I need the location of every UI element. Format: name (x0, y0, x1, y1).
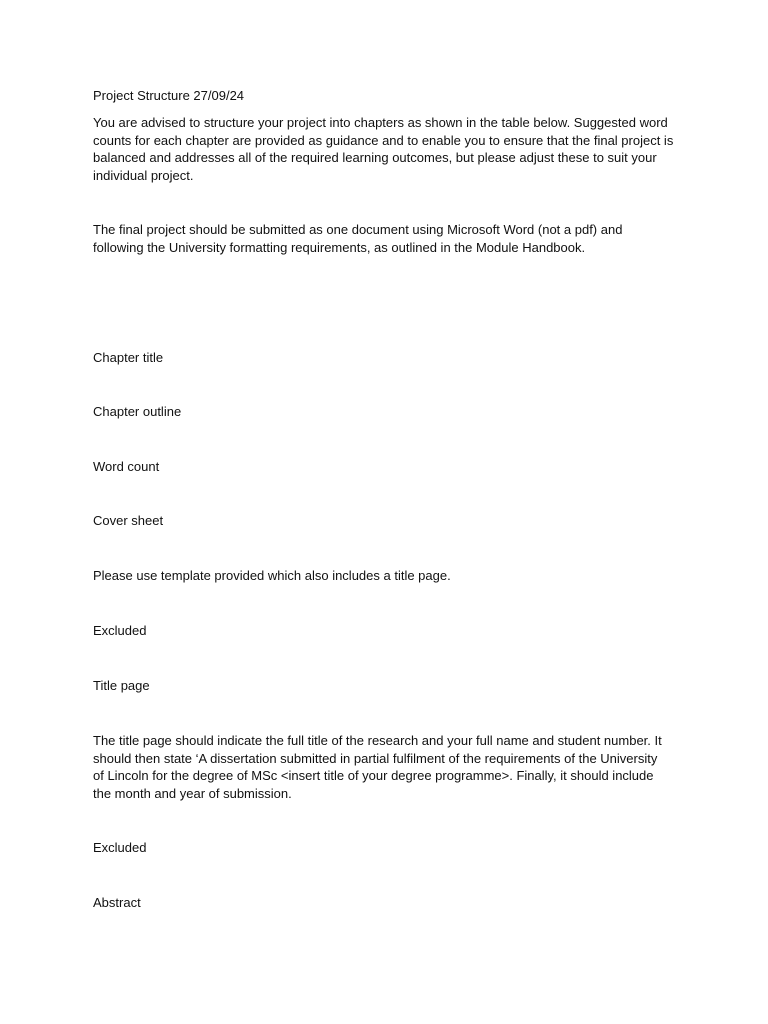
intro-paragraph (93, 114, 683, 185)
row-cover-sheet-word-count (93, 622, 683, 640)
submission-line: following the University formatting requirements, as outlined in the Module Handbook. (93, 239, 586, 255)
row-title-text: Abstract (93, 895, 141, 910)
heading-text: Project Structure 27/09/24 (93, 88, 245, 103)
row-outline-line: The title page should indicate the full title of the research and your full name and student number. It (93, 733, 662, 748)
document-heading (93, 87, 683, 105)
row-word-count-text: Excluded (93, 623, 147, 638)
submission-paragraph (93, 221, 683, 256)
row-title-text: Cover sheet (93, 513, 164, 528)
row-word-count-text: Excluded (93, 840, 147, 855)
table-header-word-count (93, 458, 683, 476)
row-abstract-title (93, 894, 683, 912)
header-text: Chapter outline (93, 404, 182, 419)
intro-line: balanced and addresses all of the required learning outcomes, but please adjust these to suit your (93, 150, 657, 166)
row-title-text: Title page (93, 678, 150, 693)
table-header-chapter-title (93, 349, 683, 367)
row-outline-line: Please use template provided which also includes a title page. (93, 568, 451, 583)
submission-line: The final project should be submitted as one document using Microsoft Word (not a pdf) and (93, 222, 623, 237)
row-title-page-title (93, 677, 683, 695)
intro-line: counts for each chapter are provided as guidance and to enable you to ensure that the final project is (93, 132, 674, 148)
row-title-page-word-count (93, 839, 683, 857)
intro-line: You are advised to structure your project into chapters as shown in the table below. Suggested word (93, 115, 668, 130)
row-cover-sheet-title (93, 512, 683, 530)
header-text: Chapter title (93, 350, 164, 365)
header-text: Word count (93, 459, 160, 474)
intro-line: individual project. (93, 168, 194, 184)
row-title-page-outline (93, 732, 683, 803)
row-cover-sheet-outline (93, 567, 683, 585)
table-header-chapter-outline (93, 403, 683, 421)
row-outline-line: of Lincoln for the degree of MSc <insert title of your degree programme>. Finally, it should include (93, 768, 654, 784)
row-outline-line: should then state ‘A dissertation submitted in partial fulfilment of the requirements of the University (93, 750, 658, 766)
row-outline-line: the month and year of submission. (93, 786, 292, 802)
